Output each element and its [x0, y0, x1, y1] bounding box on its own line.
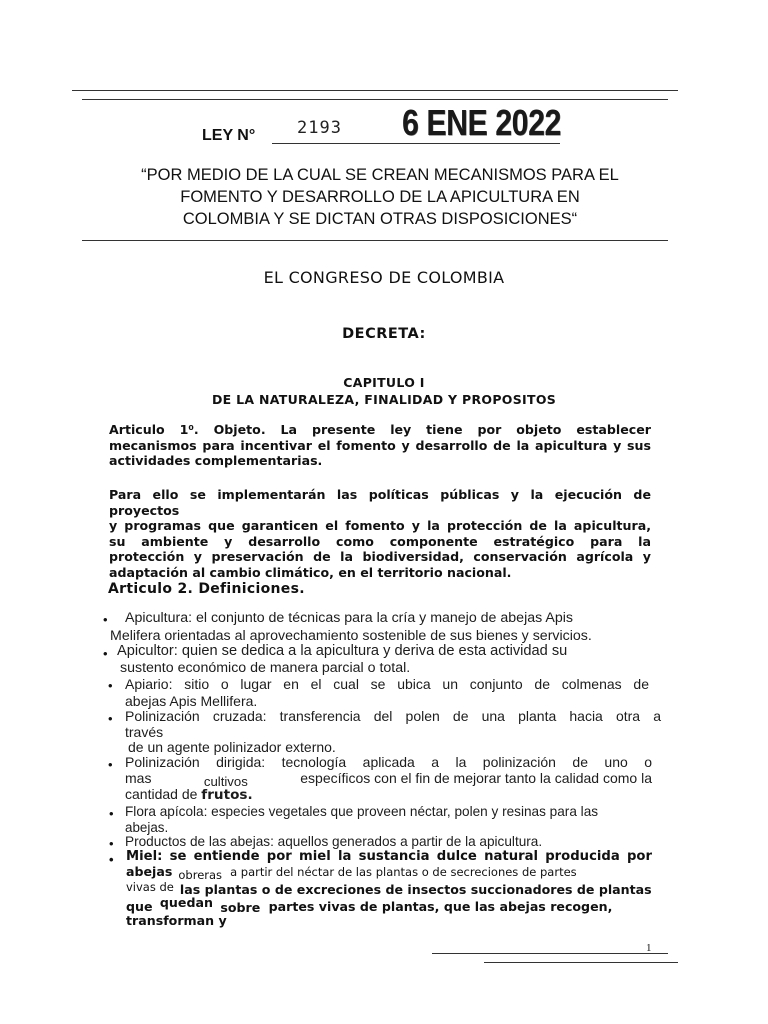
- bullet-icon: •: [108, 757, 113, 772]
- bullet-icon: •: [103, 612, 108, 627]
- title-rule: [82, 240, 668, 241]
- definition-line: abejas.: [125, 820, 169, 835]
- definition-word: sobre: [220, 900, 261, 915]
- definition-polinizacion-cruzada-cont: [128, 739, 336, 755]
- definition-word: partes vivas de plantas, que las abejas recogen,: [268, 899, 613, 914]
- definition-line: Apiario: sitio o lugar en el cual se ubica un conjunto de colmenas de: [125, 676, 649, 692]
- definition-line: través: [125, 724, 164, 740]
- decreta-heading: DECRETA:: [342, 326, 426, 342]
- paragraph-line: su ambiente y desarrollo como componente estratégico para la: [109, 533, 651, 549]
- ley-label: LEY N°: [202, 127, 256, 144]
- page-number: 1: [646, 942, 652, 954]
- definition-word: las plantas o de excreciones de insectos succionadores de plantas: [179, 882, 652, 897]
- definition-word: quedan: [159, 895, 213, 910]
- definition-word: frutos.: [201, 787, 253, 803]
- bullet-icon: •: [108, 678, 113, 693]
- definition-polinizacion-dirigida-line2: [125, 770, 652, 789]
- law-title-line: FOMENTO Y DESARROLLO DE LA APICULTURA EN: [180, 188, 580, 206]
- definition-line: de un agente polinizador externo.: [128, 739, 336, 755]
- law-title-line: “POR MEDIO DE LA CUAL SE CREAN MECANISMOS PARA EL: [141, 166, 619, 184]
- paragraph-line: Para ello se implementarán las políticas públicas y la ejecución de proyectos: [109, 487, 651, 518]
- definition-line: Melifera orientadas al aprovechamiento sostenible de sus bienes y servicios.: [110, 628, 592, 644]
- chapter-heading: [0, 374, 768, 408]
- definition-word: a partir del néctar de las plantas o de secreciones de partes: [230, 865, 577, 879]
- definition-apicultura-cont: [110, 628, 592, 644]
- definition-flora-apicola-cont: [125, 820, 168, 835]
- date-stamp: 6 ENE 2022: [402, 102, 561, 143]
- top-rule: [72, 90, 678, 91]
- definition-flora-apicola: [125, 804, 598, 819]
- definition-line: abejas Apis Mellifera.: [125, 693, 258, 709]
- bullet-icon: •: [103, 646, 108, 661]
- definition-apiario-cont: [125, 693, 257, 709]
- paragraph-line: protección y preservación de la biodiversidad, conservación agrícola y: [109, 549, 651, 564]
- definition-word: mas: [125, 770, 152, 786]
- ley-number: 2193: [297, 118, 342, 138]
- footer-rule-secondary: [484, 962, 678, 963]
- definition-polinizacion-cruzada: [125, 708, 661, 740]
- congress-heading: EL CONGRESO DE COLOMBIA: [263, 268, 505, 287]
- definition-line: [126, 913, 652, 928]
- definition-word: cantidad de: [125, 786, 198, 802]
- definition-line: Apicultor: quien se dedica a la apicultura y deriva de esta actividad su: [117, 643, 568, 659]
- definition-apiario: [125, 676, 649, 692]
- article-1-line: mecanismos para incentivar el fomento y desarrollo de la apicultura y sus: [109, 437, 651, 453]
- definition-word: obreras: [178, 868, 223, 882]
- definition-word: abejas: [126, 864, 173, 879]
- definition-apicultura: [125, 610, 573, 626]
- definition-line-text: Miel: se entiende por miel la sustancia dulce natural producida por: [126, 849, 652, 864]
- definition-word: específicos con el fin de mejorar tanto la calidad como la: [300, 770, 652, 786]
- paragraph-line: adaptación al cambio climático, en el territorio nacional.: [109, 564, 512, 580]
- article-1-paragraph-2: [109, 487, 651, 580]
- definition-line: Polinización dirigida: tecnología aplicada a la polinización de uno o: [125, 754, 652, 770]
- definition-line: Apicultura: el conjunto de técnicas para la cría y manejo de abejas Apis: [125, 610, 573, 626]
- definition-polinizacion-dirigida: [125, 754, 652, 770]
- chapter-subtitle: DE LA NATURALEZA, FINALIDAD Y PROPOSITOS: [211, 392, 557, 407]
- definition-apicultor-cont: [120, 660, 410, 676]
- bullet-icon: •: [109, 852, 114, 867]
- definition-apicultor: [117, 643, 567, 659]
- definition-line: sustento económico de manera parcial o total.: [120, 660, 411, 676]
- paragraph-line: y programas que garanticen el fomento y la protección de la apicultura,: [109, 518, 651, 533]
- bullet-icon: •: [109, 806, 114, 821]
- article-1-line: actividades complementarias.: [109, 453, 323, 468]
- bullet-icon: •: [108, 711, 113, 726]
- top-rule-secondary: [82, 99, 668, 100]
- law-title-line: COLOMBIA Y SE DICTAN OTRAS DISPOSICIONES“: [182, 210, 578, 228]
- definition-word: vivas de: [126, 880, 174, 894]
- definition-line: [126, 895, 652, 915]
- definition-word: cultivos: [203, 774, 248, 789]
- definition-miel: [126, 849, 652, 928]
- article-1: [109, 422, 651, 469]
- definition-word: que: [126, 899, 153, 914]
- definition-line: Flora apícola: especies vegetales que proveen néctar, polen y resinas para las: [125, 804, 599, 819]
- definition-line: Polinización cruzada: transferencia del polen de una planta hacia otra a: [125, 708, 661, 724]
- definition-line: [126, 879, 652, 895]
- article-1-line: Articulo 1⁰. Objeto. La presente ley tiene por objeto establecer: [109, 422, 651, 437]
- definition-productos: [125, 834, 542, 849]
- chapter-title: CAPITULO I: [343, 375, 425, 390]
- article-2-heading: Articulo 2. Definiciones.: [108, 581, 305, 597]
- definition-word: transforman y: [126, 913, 227, 928]
- definition-line: Productos de las abejas: aquellos generados a partir de la apicultura.: [125, 834, 543, 849]
- definition-polinizacion-dirigida-line3: [125, 786, 253, 803]
- law-title: [90, 164, 670, 230]
- bullet-icon: •: [109, 836, 114, 851]
- definition-line: [126, 849, 652, 864]
- definition-line: [126, 864, 652, 882]
- footer-rule: [432, 953, 668, 954]
